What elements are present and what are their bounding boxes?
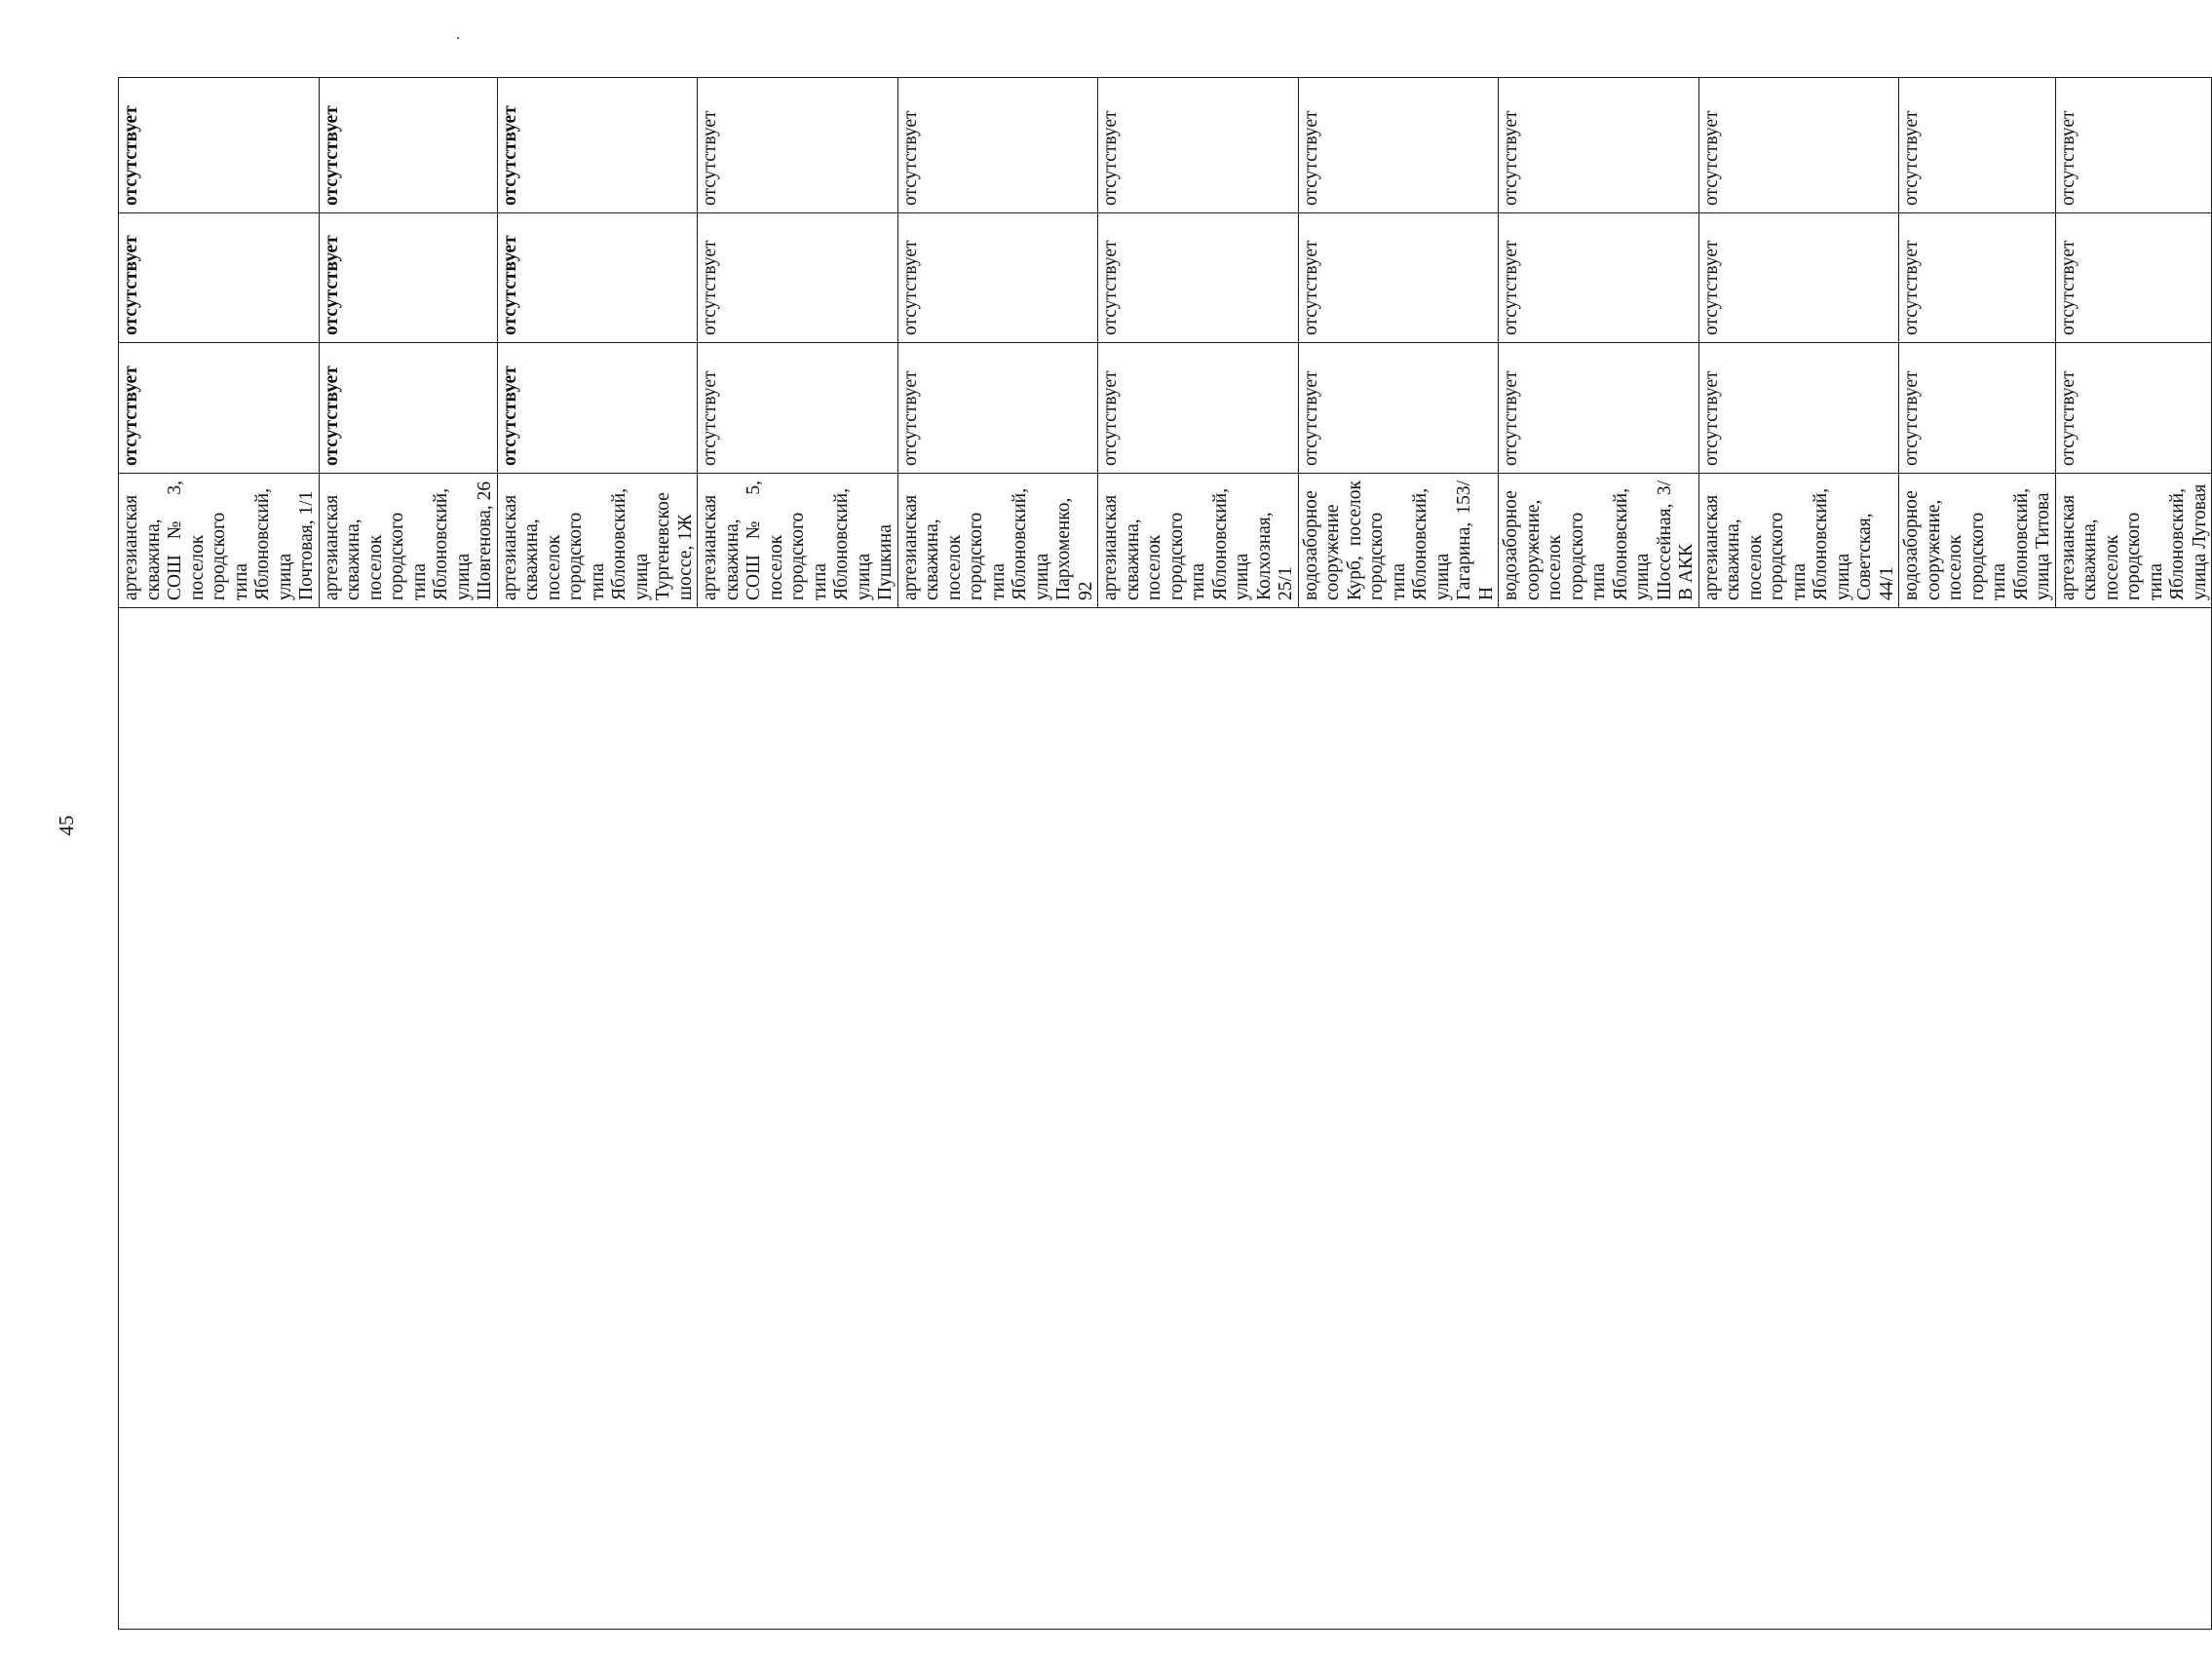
page-number: 45 bbox=[55, 815, 78, 836]
value-cell: отсутствует bbox=[1698, 78, 1899, 213]
location-cell: артезианская скважина, СОШ № 3, поселок городского типа Яблоновский, улица Почтовая, 1/1 bbox=[119, 474, 320, 608]
location-cell: артезианская скважина, СОШ № 5, поселок городского типа Яблоновский, улица Пушкина bbox=[698, 474, 898, 608]
value-cell: отсутствует bbox=[698, 78, 898, 213]
value-cell: отсутствует bbox=[897, 343, 1098, 474]
location-cell: артезианская скважина, поселок городского типа Яблоновский, улица Колхозная, 25/1 bbox=[1098, 474, 1299, 608]
value-cell: отсутствует bbox=[1899, 343, 2056, 474]
scan-speck bbox=[457, 37, 459, 39]
location-cell: водозаборное сооружение Курб, поселок городского типа Яблоновский, улица Гагарина, 153/Н bbox=[1298, 474, 1499, 608]
value-cell: отсутствует bbox=[1499, 343, 1699, 474]
rotated-table-inner bbox=[118, 78, 2210, 1630]
value-cell: отсутствует bbox=[1899, 213, 2056, 343]
value-cell: отсутствует bbox=[1298, 213, 1499, 343]
value-cell: отсутствует bbox=[2055, 343, 2212, 474]
value-cell: отсутствует bbox=[1499, 78, 1699, 213]
empty-column-cell bbox=[119, 608, 2212, 1630]
rotated-table-frame bbox=[118, 78, 2210, 1630]
value-cell: отсутствует bbox=[1098, 78, 1299, 213]
value-cell: отсутствует bbox=[698, 213, 898, 343]
location-cell: артезианская скважина, поселок городского типа Яблоновский, улица Тургеневское шоссе, 1Ж bbox=[497, 474, 698, 608]
value-cell: отсутствует bbox=[119, 78, 320, 213]
location-cell: артезианская скважина, поселок городского типа Яблоновский, улица Шовгенова, 26 bbox=[319, 474, 497, 608]
value-cell: отсутствует bbox=[1899, 78, 2056, 213]
value-cell: отсутствует bbox=[319, 213, 497, 343]
value-cell: отсутствует bbox=[698, 343, 898, 474]
value-cell: отсутствует bbox=[1298, 343, 1499, 474]
value-cell: отсутствует bbox=[2055, 78, 2212, 213]
value-cell: отсутствует bbox=[319, 343, 497, 474]
location-cell: артезианская скважина, поселок городского типа Яблоновский, улица Луговая bbox=[2055, 474, 2212, 608]
value-cell: отсутствует bbox=[497, 343, 698, 474]
value-cell: отсутствует bbox=[497, 78, 698, 213]
location-cell: водозаборное сооружение, поселок городского типа Яблоновский, улица Титова bbox=[1899, 474, 2056, 608]
value-cell: отсутствует bbox=[2055, 213, 2212, 343]
location-cell: водозаборное сооружение, поселок городского типа Яблоновский, улица Шоссейная, 3/В АКК bbox=[1499, 474, 1699, 608]
value-cell: отсутствует bbox=[897, 78, 1098, 213]
value-cell: отсутствует bbox=[897, 213, 1098, 343]
location-cell: артезианская скважина, поселок городского типа Яблоновский, улица Пархоменко, 92 bbox=[897, 474, 1098, 608]
value-cell: отсутствует bbox=[497, 213, 698, 343]
table-row bbox=[119, 78, 320, 1630]
value-cell: отсутствует bbox=[1098, 213, 1299, 343]
value-cell: отсутствует bbox=[1298, 78, 1499, 213]
value-cell: отсутствует bbox=[319, 78, 497, 213]
value-cell: отсутствует bbox=[1698, 343, 1899, 474]
value-cell: отсутствует bbox=[119, 343, 320, 474]
value-cell: отсутствует bbox=[1698, 213, 1899, 343]
value-cell: отсутствует bbox=[119, 213, 320, 343]
water-sources-table bbox=[118, 77, 2212, 1630]
value-cell: отсутствует bbox=[1098, 343, 1299, 474]
location-cell: артезианская скважина, поселок городского типа Яблоновский, улица Советская, 44/1 bbox=[1698, 474, 1899, 608]
value-cell: отсутствует bbox=[1499, 213, 1699, 343]
